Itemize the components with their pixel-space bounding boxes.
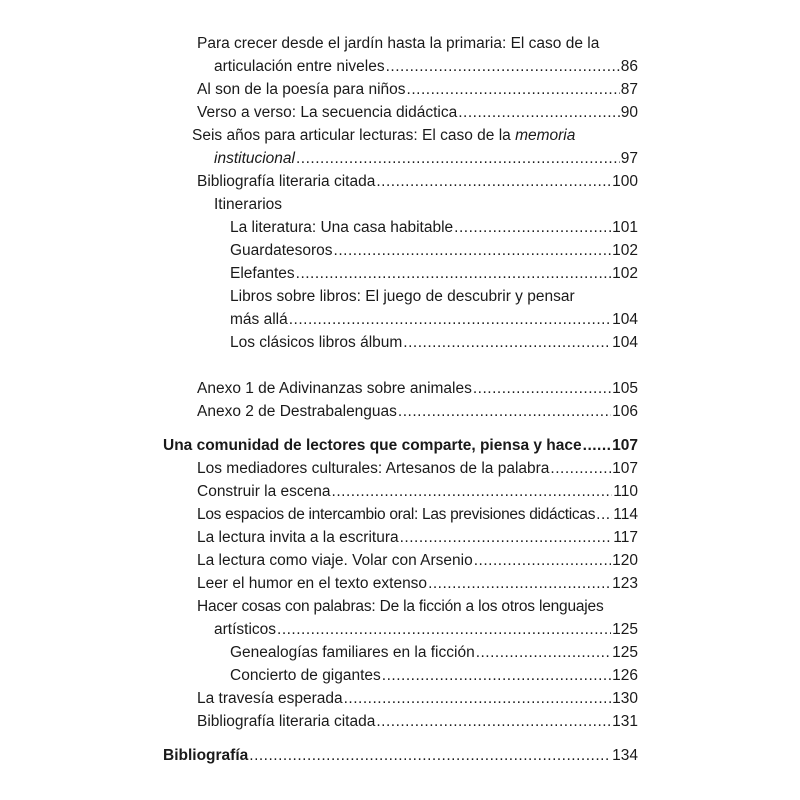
toc-entry <box>197 103 638 123</box>
page-number: 134 <box>612 747 638 764</box>
page-number: 130 <box>612 690 638 707</box>
toc-entry <box>197 172 638 192</box>
page-number: 104 <box>612 334 638 351</box>
page-number: 123 <box>612 575 638 592</box>
toc-entry <box>197 482 638 502</box>
page-number: 104 <box>612 311 638 328</box>
toc-entry-label: La lectura como viaje. Volar con Arsenio <box>197 552 473 569</box>
toc-entry-label: Los mediadores culturales: Artesanos de la palabra <box>197 460 550 477</box>
toc-entry <box>197 402 638 422</box>
toc-entry-label: La lectura invita a la escritura <box>197 529 399 546</box>
toc-entry-label: Anexo 1 de Adivinanzas sobre animales <box>197 380 472 397</box>
toc-entry-line <box>192 126 575 146</box>
dot-leader <box>296 149 620 169</box>
dot-leader <box>398 402 611 422</box>
toc-entry <box>197 574 638 594</box>
dot-leader <box>376 712 611 732</box>
page-number: 106 <box>612 403 638 420</box>
toc-entry-label: Verso a verso: La secuencia didáctica <box>197 104 458 121</box>
dot-leader <box>458 103 620 123</box>
toc-entry <box>230 264 638 284</box>
page-number: 102 <box>612 242 638 259</box>
toc-entry-label: La literatura: Una casa habitable <box>230 219 454 236</box>
toc-entry-label: artísticos <box>214 621 277 638</box>
dot-leader <box>428 574 611 594</box>
page-number: 125 <box>612 644 638 661</box>
page-number: 105 <box>612 380 638 397</box>
dot-leader <box>344 689 612 709</box>
toc-chapter-label: Una comunidad de lectores que comparte, piensa y hace <box>163 437 582 454</box>
toc-entry <box>214 57 638 77</box>
toc-entry <box>230 333 638 353</box>
toc-entry-label: Anexo 2 de Destrabalenguas <box>197 403 397 420</box>
toc-entry-label: Bibliografía literaria citada <box>197 713 376 730</box>
toc-entry-label: Genealogías familiares en la ficción <box>230 644 475 661</box>
toc-entry <box>214 620 638 640</box>
toc-chapter-entry <box>163 436 638 456</box>
page-number: 131 <box>612 713 638 730</box>
dot-leader <box>296 264 611 284</box>
dot-leader <box>277 620 611 640</box>
toc-entry <box>230 643 638 663</box>
toc-entry <box>230 666 638 686</box>
toc-entry <box>197 551 638 571</box>
toc-entry-label: Concierto de gigantes <box>230 667 381 684</box>
toc-entry <box>197 459 638 479</box>
toc-entry-label: Al son de la poesía para niños <box>197 81 406 98</box>
page-number: 117 <box>613 529 638 546</box>
page-number: 102 <box>612 265 638 282</box>
toc-entry-label: Seis años para articular lecturas: El caso de la <box>192 127 516 144</box>
toc-entry <box>197 528 638 548</box>
dot-leader <box>476 643 611 663</box>
page-number: 100 <box>612 173 638 190</box>
dot-leader <box>596 505 612 525</box>
toc-entry-label: Leer el humor en el texto extenso <box>197 575 428 592</box>
toc-entry-label: Los clásicos libros álbum <box>230 334 403 351</box>
page-number: 101 <box>612 219 638 236</box>
dot-leader <box>386 57 620 77</box>
dot-leader <box>454 218 611 238</box>
toc-entry-label: Los espacios de intercambio oral: Las previsiones didácticas <box>197 506 596 523</box>
dot-leader <box>473 379 611 399</box>
toc-entry <box>214 149 638 169</box>
dot-leader <box>407 80 620 100</box>
dot-leader <box>400 528 613 548</box>
dot-leader <box>289 310 611 330</box>
toc-subheading <box>214 195 282 215</box>
dot-leader <box>376 172 611 192</box>
page-number: 107 <box>612 437 638 454</box>
page-number: 87 <box>620 81 638 98</box>
toc-chapter-entry <box>163 746 638 766</box>
page-number: 97 <box>620 150 638 167</box>
toc-entry-label: Itinerarios <box>214 196 283 213</box>
toc-entry-label: más allá <box>230 311 288 328</box>
toc-entry-label: Libros sobre libros: El juego de descubrir y pensar <box>230 288 575 305</box>
toc-entry-label: Construir la escena <box>197 483 331 500</box>
dot-leader <box>403 333 611 353</box>
page-number: 107 <box>612 460 638 477</box>
toc-entry <box>230 310 638 330</box>
toc-entry <box>197 505 638 525</box>
toc-entry <box>230 241 638 261</box>
page-number: 120 <box>612 552 638 569</box>
toc-entry-label: institucional <box>214 150 295 167</box>
toc-entry <box>197 80 638 100</box>
toc-entry-label: Para crecer desde el jardín hasta la primaria: El caso de la <box>197 35 600 52</box>
toc-entry <box>197 689 638 709</box>
dot-leader <box>332 482 613 502</box>
toc-entry-label-italic: memoria <box>515 127 576 144</box>
toc-entry-line <box>230 287 575 307</box>
toc-entry-label: Hacer cosas con palabras: De la ficción a los otros lenguajes <box>197 598 604 615</box>
page-number: 125 <box>612 621 638 638</box>
toc-entry-line <box>197 597 604 617</box>
dot-leader <box>474 551 611 571</box>
page-number: 126 <box>612 667 638 684</box>
dot-leader <box>382 666 611 686</box>
dot-leader <box>334 241 612 261</box>
toc-entry <box>197 379 638 399</box>
page-number: 86 <box>620 58 638 75</box>
toc-entry-label: articulación entre niveles <box>214 58 385 75</box>
dot-leader <box>583 436 611 456</box>
toc-entry <box>230 218 638 238</box>
dot-leader <box>249 746 611 766</box>
toc-entry <box>197 712 638 732</box>
toc-entry-label: La travesía esperada <box>197 690 343 707</box>
page-number: 90 <box>620 104 638 121</box>
dot-leader <box>550 459 611 479</box>
page-number: 110 <box>613 483 638 500</box>
page-number: 114 <box>613 506 638 523</box>
toc-entry-line <box>197 34 599 54</box>
toc-chapter-label: Bibliografía <box>163 747 249 764</box>
toc-entry-label: Elefantes <box>230 265 295 282</box>
toc-entry-label: Guardatesoros <box>230 242 333 259</box>
toc-entry-label: Bibliografía literaria citada <box>197 173 376 190</box>
